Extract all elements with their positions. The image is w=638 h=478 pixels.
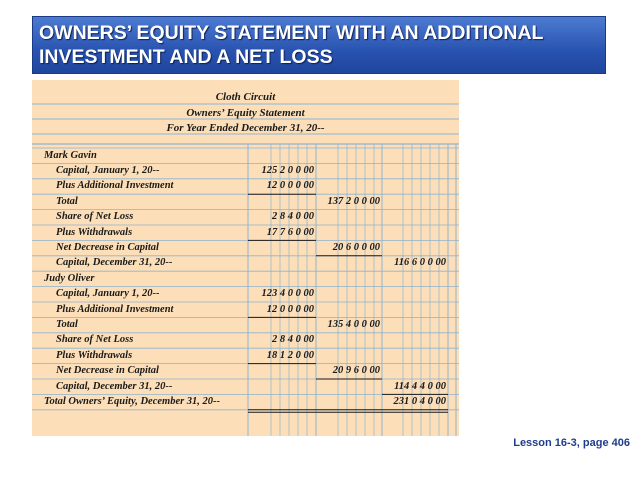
- statement-row-label: Net Decrease in Capital: [56, 241, 159, 253]
- statement-row-label: Judy Oliver: [44, 272, 95, 284]
- statement-amount: 135 4 0 0 00: [327, 318, 380, 330]
- statement-row-label: Total Owners’ Equity, December 31, 20--: [44, 395, 221, 407]
- slide-title-line-2: INVESTMENT AND A NET LOSS: [39, 46, 333, 68]
- statement-row-label: Share of Net Loss: [56, 211, 134, 223]
- statement-row-label: Plus Withdrawals: [56, 226, 133, 238]
- statement-amount: 125 2 0 0 00: [261, 164, 314, 176]
- statement-period: For Year Ended December 31, 20--: [166, 122, 325, 134]
- statement-row-label: Capital, December 31, 20--: [56, 257, 173, 269]
- statement-row-label: Capital, January 1, 20--: [56, 288, 160, 300]
- statement-row-label: Net Decrease in Capital: [56, 365, 159, 377]
- statement-amount: 123 4 0 0 00: [261, 288, 314, 300]
- statement-row-label: Share of Net Loss: [56, 334, 134, 346]
- statement-amount: 20 6 0 0 00: [332, 241, 380, 253]
- statement-company: Cloth Circuit: [215, 91, 276, 103]
- statement-row-label: Plus Additional Investment: [56, 180, 174, 192]
- statement-amount: 114 4 4 0 00: [394, 380, 446, 392]
- owners-equity-statement: [32, 80, 459, 436]
- statement-amount: 231 0 4 0 00: [393, 395, 446, 407]
- statement-amount: 18 1 2 0 00: [266, 349, 314, 361]
- slide-title: [39, 21, 601, 69]
- statement-amount: 17 7 6 0 00: [266, 226, 314, 238]
- statement-name: Owners’ Equity Statement: [186, 107, 305, 119]
- statement-amount: 2 8 4 0 00: [272, 334, 314, 346]
- statement-amount: 12 0 0 0 00: [266, 303, 314, 315]
- statement-row-label: Total: [56, 318, 78, 330]
- slide-title-line-1: OWNERS’ EQUITY STATEMENT WITH AN ADDITIONAL: [39, 22, 544, 44]
- title-banner: [32, 16, 606, 74]
- statement-row-label: Plus Withdrawals: [56, 349, 133, 361]
- lesson-reference: Lesson 16-3, page 406: [513, 437, 630, 449]
- statement-amount: 12 0 0 0 00: [266, 180, 314, 192]
- statement-amount: 137 2 0 0 00: [327, 195, 380, 207]
- statement-row-label: Plus Additional Investment: [56, 303, 174, 315]
- statement-row-label: Capital, January 1, 20--: [56, 164, 160, 176]
- statement-amount: 20 9 6 0 00: [332, 365, 380, 377]
- statement-row-label: Mark Gavin: [44, 149, 97, 161]
- statement-amount: 116 6 0 0 00: [394, 257, 446, 269]
- statement-row-label: Total: [56, 195, 78, 207]
- statement-amount: 2 8 4 0 00: [272, 211, 314, 223]
- statement-row-label: Capital, December 31, 20--: [56, 380, 173, 392]
